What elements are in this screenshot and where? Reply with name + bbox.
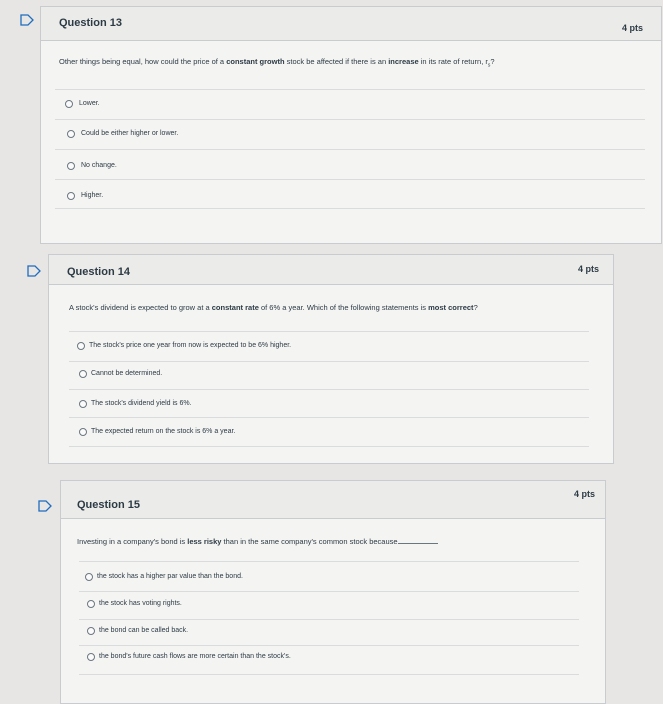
answer-blank [398, 537, 438, 544]
question-points: 4 pts [577, 264, 599, 274]
answer-option[interactable] [79, 561, 579, 591]
radio-button[interactable] [77, 342, 85, 350]
question-points: 4 pts [621, 23, 643, 33]
question-card [60, 480, 606, 704]
radio-button[interactable] [87, 600, 95, 608]
question-title: Question 15 [77, 499, 140, 511]
question-title: Question 14 [67, 266, 130, 278]
answer-label: No change. [81, 162, 117, 169]
radio-button[interactable] [79, 400, 87, 408]
answer-label: the stock has a higher par value than the bond. [97, 573, 243, 580]
radio-button[interactable] [85, 573, 93, 581]
question-header [49, 255, 613, 285]
answer-label: Higher. [81, 192, 104, 199]
question-text: Other things being equal, how could the price of a constant growth stock be affected if there is an increase in its rate of return, $r_s$? [59, 57, 495, 69]
answer-label: the bond's future cash flows are more certain than the stock's. [99, 653, 291, 660]
question-title: Question 13 [59, 17, 122, 29]
answer-label: Lower. [79, 100, 100, 107]
answer-option[interactable] [55, 179, 645, 209]
answer-option[interactable] [69, 389, 589, 419]
flag-question-icon[interactable] [27, 265, 41, 277]
question-card [40, 6, 662, 244]
answer-label: Cannot be determined. [91, 370, 163, 377]
flag-question-icon[interactable] [20, 14, 34, 26]
answer-option[interactable] [55, 149, 645, 179]
question-card [48, 254, 614, 464]
answer-option[interactable] [79, 645, 579, 675]
radio-button[interactable] [67, 130, 75, 138]
question-text: A stock's dividend is expected to grow at a constant rate of 6% a year. Which of the following statements is most correct? [69, 303, 478, 312]
question-text: Investing in a company's bond is less risky than in the same company's common stock because [77, 537, 438, 546]
radio-button[interactable] [87, 627, 95, 635]
flag-question-icon[interactable] [38, 500, 52, 512]
answer-label: the stock has voting rights. [99, 600, 182, 607]
radio-button[interactable] [87, 653, 95, 661]
answer-option[interactable] [69, 417, 589, 447]
radio-button[interactable] [79, 370, 87, 378]
question-header [41, 7, 661, 41]
radio-button[interactable] [79, 428, 87, 436]
answer-label: Could be either higher or lower. [81, 130, 179, 137]
radio-button[interactable] [67, 192, 75, 200]
radio-button[interactable] [65, 100, 73, 108]
answer-option[interactable] [69, 331, 589, 361]
answer-option[interactable] [69, 361, 589, 391]
answer-label: The stock's dividend yield is 6%. [91, 400, 192, 407]
radio-button[interactable] [67, 162, 75, 170]
question-points: 4 pts [573, 489, 595, 499]
answer-option[interactable] [55, 119, 645, 149]
question-header [61, 481, 605, 519]
answer-label: The stock's price one year from now is expected to be 6% higher. [89, 342, 292, 349]
answer-label: The expected return on the stock is 6% a year. [91, 428, 236, 435]
answer-label: the bond can be called back. [99, 627, 189, 634]
answer-option[interactable] [79, 591, 579, 621]
answer-option[interactable] [55, 89, 645, 119]
